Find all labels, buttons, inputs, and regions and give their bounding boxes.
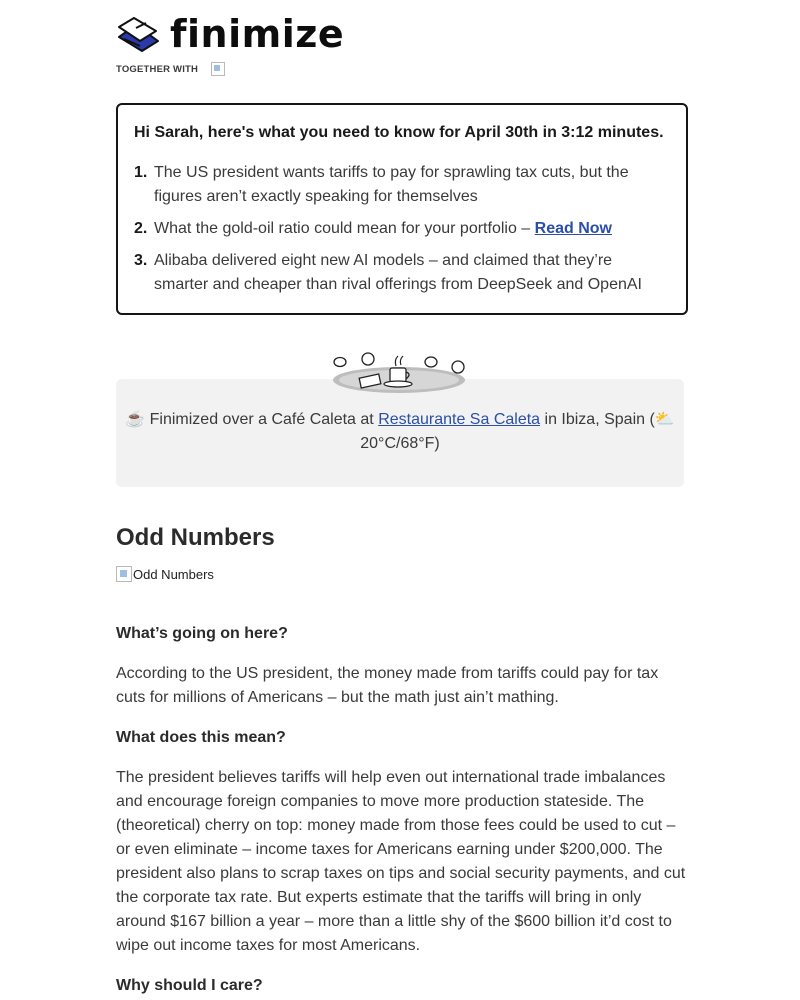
sponsor-row — [116, 62, 225, 76]
article-title: Odd Numbers — [116, 524, 275, 551]
restaurant-link[interactable]: Restaurante Sa Caleta — [378, 411, 541, 428]
coffee-icon: ☕ — [125, 411, 146, 428]
item-number: 2. — [134, 220, 148, 237]
weather-text: 20°C/68°F) — [360, 435, 440, 452]
item-text — [154, 217, 664, 241]
summary-item — [134, 217, 664, 241]
location-prefix: Finimized over a Café Caleta at — [145, 411, 379, 428]
cafe-table-illustration — [326, 350, 472, 396]
brand-header[interactable] — [116, 14, 344, 54]
section-body: The president believes tariffs will help even out international trade imbalances and encourage foreign companies to move more production stateside. The (theoretical) cherry on top: money made from those fees could be used to cut – or even eliminate – income taxes for Americans earning under $200,000. The president also plans to scrap taxes on tips and social security payments, and cut the corporate tax rate. But experts estimate that the tariffs will bring in only around $167 billion a year – more than a little shy of the $600 billion it’d cost to wipe out income taxes for most Americans. — [116, 769, 686, 954]
greeting: Hi Sarah, here's what you need to know for April 30th in 3:12 minutes. — [134, 124, 664, 141]
summary-item — [134, 249, 664, 297]
brand-name: finimize — [170, 12, 345, 56]
read-now-link[interactable]: Read Now — [534, 220, 612, 237]
section-heading: What’s going on here? — [116, 625, 288, 642]
summary-item — [134, 161, 664, 209]
item-number: 1. — [134, 164, 148, 181]
summary-box — [116, 103, 688, 315]
broken-image-icon — [116, 566, 132, 582]
article-image[interactable] — [116, 566, 214, 582]
together-with-label: TOGETHER WITH — [116, 63, 199, 75]
item-text-main: What the gold-oil ratio could mean for your portfolio – — [154, 220, 535, 237]
section-body: According to the US president, the money made from tariffs could pay for tax cuts for millions of Americans – but the math just ain’t mathing. — [116, 665, 659, 706]
weather-icon: ⛅ — [654, 411, 675, 428]
section-heading: What does this mean? — [116, 729, 286, 746]
item-text: The US president wants tariffs to pay for sprawling tax cuts, but the figures aren’t exactly speaking for themselves — [154, 164, 629, 205]
image-alt-text: Odd Numbers — [133, 566, 214, 582]
location-text — [116, 408, 684, 456]
item-number: 3. — [134, 252, 148, 269]
finimize-logo-icon — [116, 15, 162, 53]
summary-list — [134, 161, 664, 305]
location-suffix: in Ibiza, Spain ( — [540, 411, 655, 428]
item-text: Alibaba delivered eight new AI models – and claimed that they’re smarter and cheaper than rival offerings from DeepSeek and OpenAI — [154, 252, 642, 293]
broken-image-icon[interactable] — [211, 62, 225, 76]
section-heading: Why should I care? — [116, 977, 263, 994]
